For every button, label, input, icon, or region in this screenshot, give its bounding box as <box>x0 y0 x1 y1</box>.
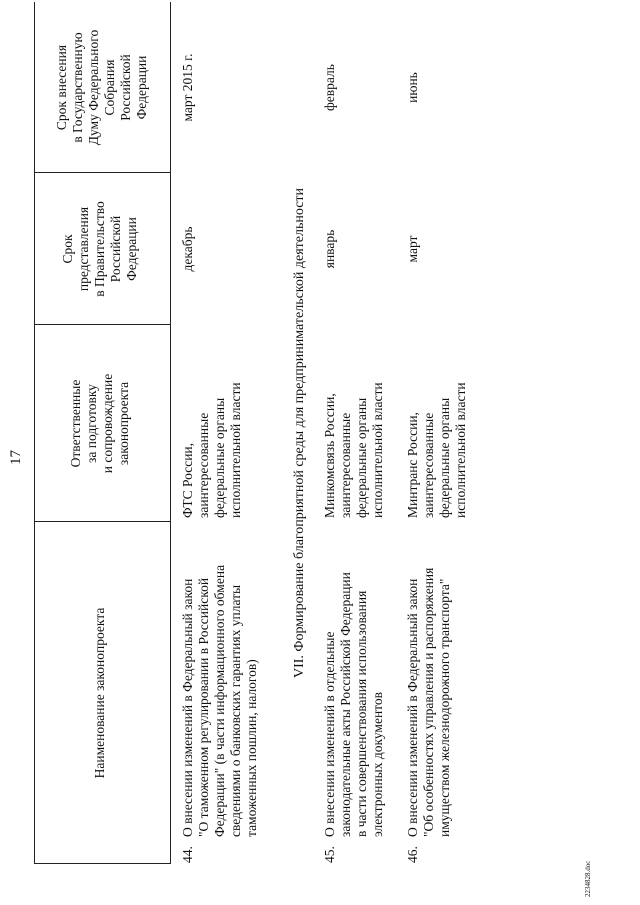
header-deadline-gov-line-5: Федерации <box>124 217 139 281</box>
header-deadline-gov-line-1: Срок <box>60 234 75 264</box>
page-number: 17 <box>8 450 24 465</box>
header-deadline-gov-line-3: в Правительство <box>92 201 107 297</box>
responsible-line: федеральные органы <box>437 397 452 518</box>
bill-name-line: О внесении изменений в Федеральный закон <box>180 578 195 837</box>
responsible <box>405 328 469 518</box>
responsible-line: федеральные органы <box>212 397 227 518</box>
responsible-line: исполнительной власти <box>228 382 243 518</box>
bill-name-line: электронных документов <box>370 691 385 837</box>
responsible <box>322 328 386 518</box>
header-responsible-line-3: и сопровождение <box>100 373 115 474</box>
responsible-line: Минкомсвязь России, <box>322 393 337 518</box>
bill-name-line: Федерации" (в части информационного обмена <box>212 564 227 837</box>
bill-name-line: в части совершенствования использования <box>354 590 369 837</box>
header-deadline-gov-line-4: Российской <box>108 215 123 283</box>
responsible-line: ФТС России, <box>180 442 195 518</box>
bill-name <box>405 525 453 837</box>
bill-name-line: имуществом железнодорожного транспорта" <box>437 578 452 837</box>
header-responsible-line-4: законопроекта <box>116 381 131 466</box>
bill-name-line: таможенных пошлин, налогов) <box>244 659 259 837</box>
bill-name-line: "О таможенном регулировании в Российской <box>196 577 211 837</box>
header-responsible-line-2: за подготовку <box>84 384 99 463</box>
table-top-border <box>34 2 35 864</box>
header-deadline-duma-line-2: в Государственную <box>70 32 85 143</box>
section-title: VII. Формирование благоприятной среды для предпринимательской деятельности <box>292 187 307 679</box>
header-deadline-gov <box>60 173 140 325</box>
header-deadline-duma-line-6: Федерации <box>134 55 149 120</box>
document-id: 2234828.doc <box>584 860 592 897</box>
deadline-gov: январь <box>322 229 337 269</box>
deadline-gov: декабрь <box>180 226 195 272</box>
bill-name <box>180 525 260 837</box>
responsible-line: заинтересованные <box>421 412 436 518</box>
header-responsible-line-1: Ответственные <box>68 379 83 468</box>
responsible-line: заинтересованные <box>196 412 211 518</box>
header-deadline-gov-line-2: представления <box>76 206 91 292</box>
header-deadline-duma-line-1: Срок внесения <box>54 44 69 131</box>
responsible-line: заинтересованные <box>338 412 353 518</box>
row-number: 45. <box>322 846 337 863</box>
responsible-line: федеральные органы <box>354 397 369 518</box>
header-name <box>92 522 108 864</box>
responsible-line: исполнительной власти <box>453 382 468 518</box>
header-responsible <box>68 325 132 522</box>
responsible-line: исполнительной власти <box>370 382 385 518</box>
bill-name <box>322 525 386 837</box>
header-name-text: Наименование законопроекта <box>92 607 107 779</box>
deadline-duma: февраль <box>322 64 337 111</box>
deadline-duma: июнь <box>405 72 420 103</box>
header-deadline-duma-line-3: Думу Федерального <box>86 29 101 146</box>
bill-name-line: сведениями о банковских гарантиях уплаты <box>228 584 243 837</box>
bill-name-line: О внесении изменений в отдельные <box>322 631 337 837</box>
row-number: 46. <box>405 846 420 863</box>
header-deadline-duma-line-4: Собрания <box>102 59 117 116</box>
responsible-line: Минтранс России, <box>405 412 420 518</box>
bill-name-line: О внесении изменений в Федеральный закон <box>405 578 420 837</box>
deadline-duma: март 2015 г. <box>180 53 195 122</box>
row-number: 44. <box>180 846 195 863</box>
responsible <box>180 328 244 518</box>
header-bottom-border <box>170 2 171 864</box>
bill-name-line: "Об особенностях управления и распоряжения <box>421 567 436 837</box>
header-deadline-duma-line-5: Российской <box>118 54 133 121</box>
header-deadline-duma <box>54 2 150 173</box>
deadline-gov: март <box>405 235 420 263</box>
bill-name-line: законодательные акты Российской Федерации <box>338 572 353 837</box>
